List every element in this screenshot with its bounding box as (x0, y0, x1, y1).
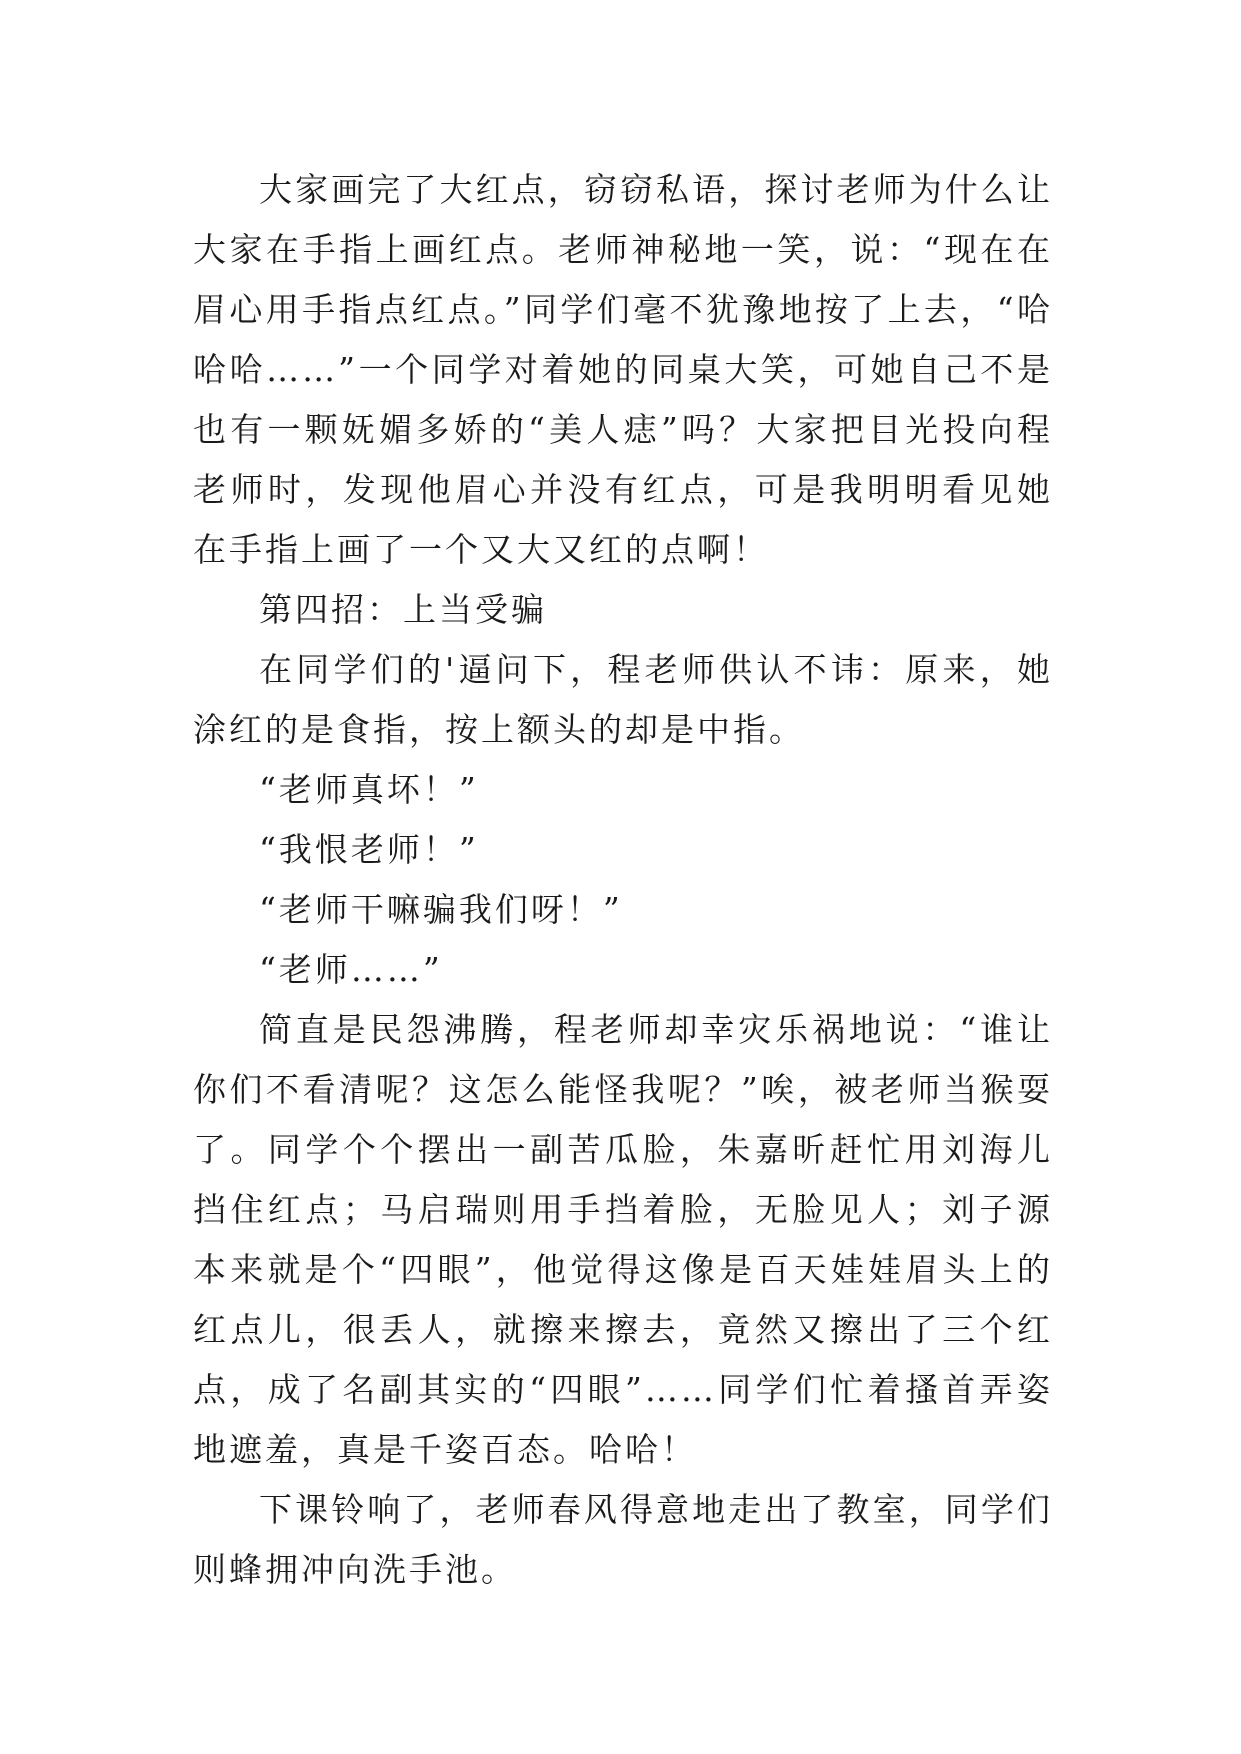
article-body (193, 160, 1053, 1600)
paragraph-red-dot: 大家画完了大红点，窃窃私语，探讨老师为什么让大家在手指上画红点。老师神秘地一笑，说：“现在在眉心用手指点红点。”同学们毫不犹豫地按了上去，“哈哈哈……”一个同学对着她的同桌大笑，可她自己不是也有一颗妩媚多娇的“美人痣”吗？大家把目光投向程老师时，发现他眉心并没有红点，可是我明明看见她在手指上画了一个又大又红的点啊！ (193, 170, 1053, 569)
paragraph-bell: 下课铃响了，老师春风得意地走出了教室，同学们则蜂拥冲向洗手池。 (193, 1490, 1053, 1589)
quote-line-3: “老师干嘛骗我们呀！” (259, 890, 623, 929)
paragraph-uproar: 简直是民怨沸腾，程老师却幸灾乐祸地说：“谁让你们不看清呢？这怎么能怪我呢？”唉，被老师当猴耍了。同学个个摆出一副苦瓜脸，朱嘉昕赶忙用刘海儿挡住红点；马启瑞则用手挡着脸，无脸见人；刘子源本来就是个“四眼”，他觉得这像是百天娃娃眉头上的红点儿，很丢人，就擦来擦去，竟然又擦出了三个红点，成了名副其实的“四眼”……同学们忙着搔首弄姿地遮羞，真是千姿百态。哈哈！ (193, 1010, 1053, 1469)
section-heading-fourth-trick: 第四招：上当受骗 (259, 590, 547, 629)
quote-line-4: “老师……” (259, 950, 443, 989)
quote-line-1: “老师真坏！” (259, 770, 479, 809)
quote-line-2: “我恨老师！” (259, 830, 479, 869)
paragraph-confession: 在同学们的'逼问下，程老师供认不讳：原来，她涂红的是食指，按上额头的却是中指。 (193, 650, 1053, 749)
